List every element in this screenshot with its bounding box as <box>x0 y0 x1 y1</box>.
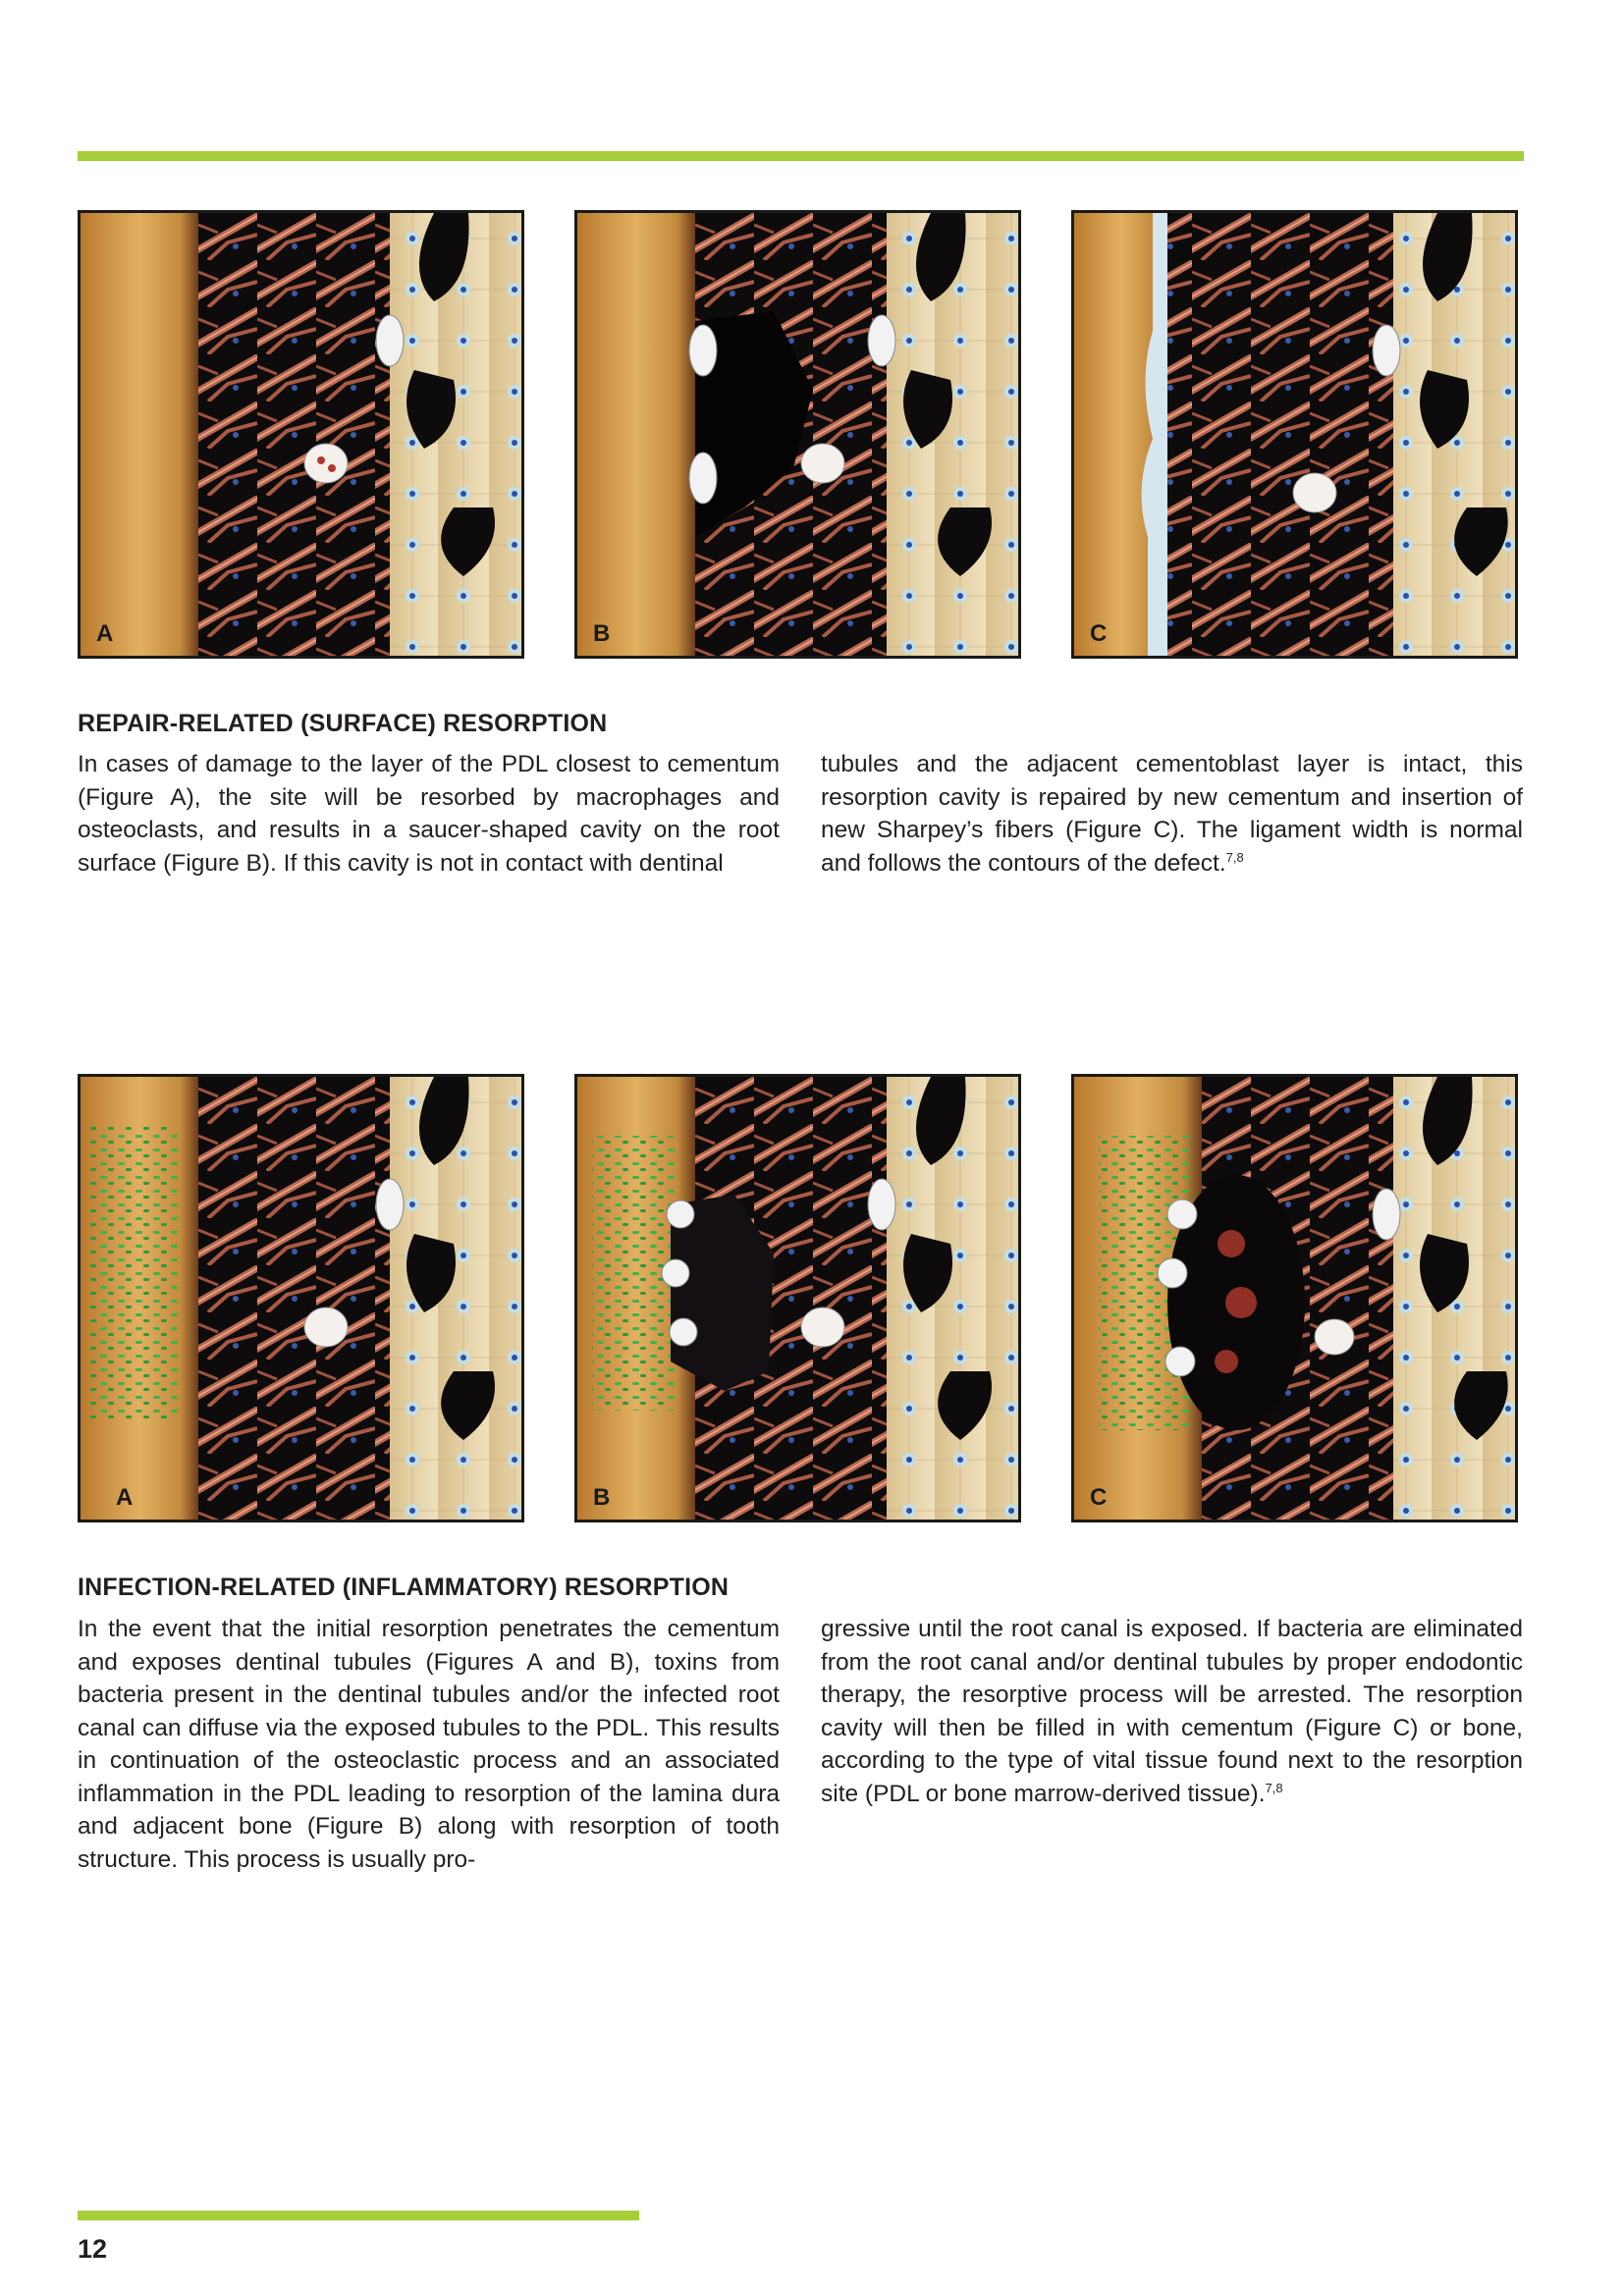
figure-surface-resorption-a <box>78 210 524 659</box>
figure-inflammatory-resorption-b <box>574 1074 1021 1522</box>
page-number: 12 <box>78 2234 108 2264</box>
footer-accent-rule <box>78 2211 639 2220</box>
paragraph-left: In cases of damage to the layer of the PDL closest to cementum (Figure A), the site will be resorbed by macrophages and osteoclasts, and results in a saucer-shaped cavity on the root surface (Figure B). If this cavity is not in contact with dentinal <box>78 751 780 877</box>
figure-label: B <box>593 620 611 647</box>
citation: 7,8 <box>1225 849 1244 865</box>
figure-label: B <box>593 1484 611 1511</box>
figure-label: A <box>96 620 114 647</box>
figure-label: C <box>1090 620 1108 647</box>
figure-inflammatory-resorption-a <box>78 1074 524 1522</box>
paragraph-left: In the event that the initial resorption penetrates the cementum and exposes dentinal tubules (Figures A and B), toxins from bacteria present in the dentinal tubules and/or the infected root canal can diffuse via the exposed tubules to the PDL. This results in continuation of the osteoclastic process and an associated inflammation in the PDL leading to resorption of the lamina dura and adjacent bone (Figure B) along with resorption of tooth structure. This process is usually pro- <box>78 1616 780 1873</box>
section-title: INFECTION-RELATED (INFLAMMATORY) RESORPTION <box>78 1574 730 1601</box>
figure-surface-resorption-b <box>574 210 1021 659</box>
paragraph-right <box>821 1613 1523 1810</box>
figure-inflammatory-resorption-c <box>1071 1074 1518 1522</box>
figure-label: A <box>116 1484 134 1511</box>
paragraph-right <box>821 748 1523 880</box>
section-title: REPAIR-RELATED (SURFACE) RESORPTION <box>78 710 608 737</box>
figure-label: C <box>1090 1484 1108 1511</box>
paragraph-right-text: tubules and the adjacent cementoblast layer is intact, this resorption cavity is repaired by new cementum and insertion of new Sharpey’s fibers (Figure C). The ligament width is normal and follows the contours of the defect. <box>821 751 1523 877</box>
citation: 7,8 <box>1265 1780 1283 1795</box>
paragraph-right-text: gressive until the root canal is exposed. If bacteria are eliminated from the root canal and/or dentinal tubules by proper endodontic therapy, the resorptive process will be arrested. The resorption cavity will then be filled in with cementum (Figure C) or bone, according to the type of vital tissue found next to the resorption site (PDL or bone marrow-derived tissue). <box>821 1616 1523 1807</box>
figure-surface-resorption-c <box>1071 210 1518 659</box>
top-accent-rule <box>78 151 1524 161</box>
